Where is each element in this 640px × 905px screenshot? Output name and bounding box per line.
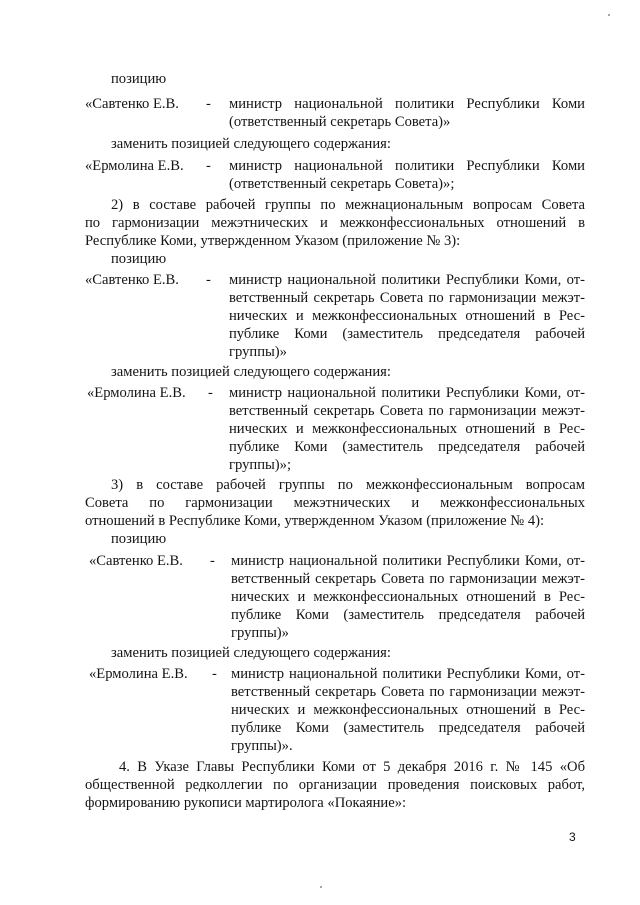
entry-text-line: министр национальной политики Республики Коми [229, 96, 585, 112]
replacement-text-line: (ответственный секретарь Совета)»; [229, 176, 455, 192]
entry-text-line: группы)» [229, 344, 287, 360]
entry-text-line: группы)» [231, 625, 289, 641]
replacement-text-line: ветственный секретарь Совета по гармонизации межэт- [231, 684, 585, 700]
replacement-text-line: нических и межконфессиональных отношений в Рес- [231, 702, 585, 718]
paragraph-line: общественной редколлегии по организации проведения поисковых работ, [85, 777, 585, 793]
replace-intro: заменить позицией следующего содержания: [111, 136, 391, 152]
entry-text-line: публике Коми (заместитель председателя рабочей [231, 607, 585, 623]
entry-dash: - [206, 272, 211, 288]
replacement-name: «Ермолина Е.В. [87, 385, 186, 401]
paragraph-line: по гармонизации межэтнических и межконфессиональных отношений в [85, 215, 585, 231]
replacement-name: «Ермолина Е.В. [85, 158, 184, 174]
entry-text-line: министр национальной политики Республики Коми, от- [231, 553, 585, 569]
intro-position: позицию [111, 71, 167, 87]
replacement-text-line: нических и межконфессиональных отношений в Рес- [229, 421, 585, 437]
paragraph-line: 2) в составе рабочей группы по межнациональным вопросам Совета [111, 197, 585, 213]
replacement-text-line: группы)». [231, 738, 293, 754]
replacement-text-line: министр национальной политики Республики Коми, от- [231, 666, 585, 682]
entry-dash: - [210, 553, 215, 569]
intro-position: позицию [111, 531, 167, 547]
entry-name: «Савтенко Е.В. [89, 553, 183, 569]
replacement-text-line: министр национальной политики Республики Коми, от- [229, 385, 585, 401]
replacement-text-line: министр национальной политики Республики Коми [229, 158, 585, 174]
entry-dash: - [206, 96, 211, 112]
scan-speck [608, 14, 610, 16]
paragraph-line: Совета по гармонизации межэтнических и межконфессиональных [85, 495, 585, 511]
intro-position: позицию [111, 251, 167, 267]
replacement-dash: - [206, 158, 211, 174]
entry-text-line: нических и межконфессиональных отношений в Рес- [229, 308, 585, 324]
entry-text-line: ветственный секретарь Совета по гармонизации межэт- [231, 571, 585, 587]
replace-intro: заменить позицией следующего содержания: [111, 364, 391, 380]
replacement-dash: - [208, 385, 213, 401]
entry-name: «Савтенко Е.В. [85, 96, 179, 112]
paragraph-line: 3) в составе рабочей группы по межконфессиональным вопросам [111, 477, 585, 493]
replacement-text-line: ветственный секретарь Совета по гармонизации межэт- [229, 403, 585, 419]
replacement-text-line: группы)»; [229, 457, 292, 473]
replace-intro: заменить позицией следующего содержания: [111, 645, 391, 661]
replacement-text-line: публике Коми (заместитель председателя рабочей [231, 720, 585, 736]
scan-speck [320, 886, 322, 888]
entry-text-line: (ответственный секретарь Совета)» [229, 114, 451, 130]
paragraph-line: 4. В Указе Главы Республики Коми от 5 декабря 2016 г. № 145 «Об [119, 759, 585, 775]
paragraph-line: формированию рукописи мартиролога «Покаяние»: [85, 795, 407, 811]
entry-text-line: публике Коми (заместитель председателя рабочей [229, 326, 585, 342]
paragraph-line: Республике Коми, утвержденном Указом (приложение № 3): [85, 233, 461, 249]
page-number: 3 [569, 830, 576, 844]
entry-text-line: нических и межконфессиональных отношений в Рес- [231, 589, 585, 605]
entry-text-line: министр национальной политики Республики Коми, от- [229, 272, 585, 288]
entry-text-line: ветственный секретарь Совета по гармонизации межэт- [229, 290, 585, 306]
paragraph-line: отношений в Республике Коми, утвержденном Указом (приложение № 4): [85, 513, 545, 529]
entry-name: «Савтенко Е.В. [85, 272, 179, 288]
replacement-dash: - [212, 666, 217, 682]
replacement-text-line: публике Коми (заместитель председателя рабочей [229, 439, 585, 455]
replacement-name: «Ермолина Е.В. [89, 666, 188, 682]
